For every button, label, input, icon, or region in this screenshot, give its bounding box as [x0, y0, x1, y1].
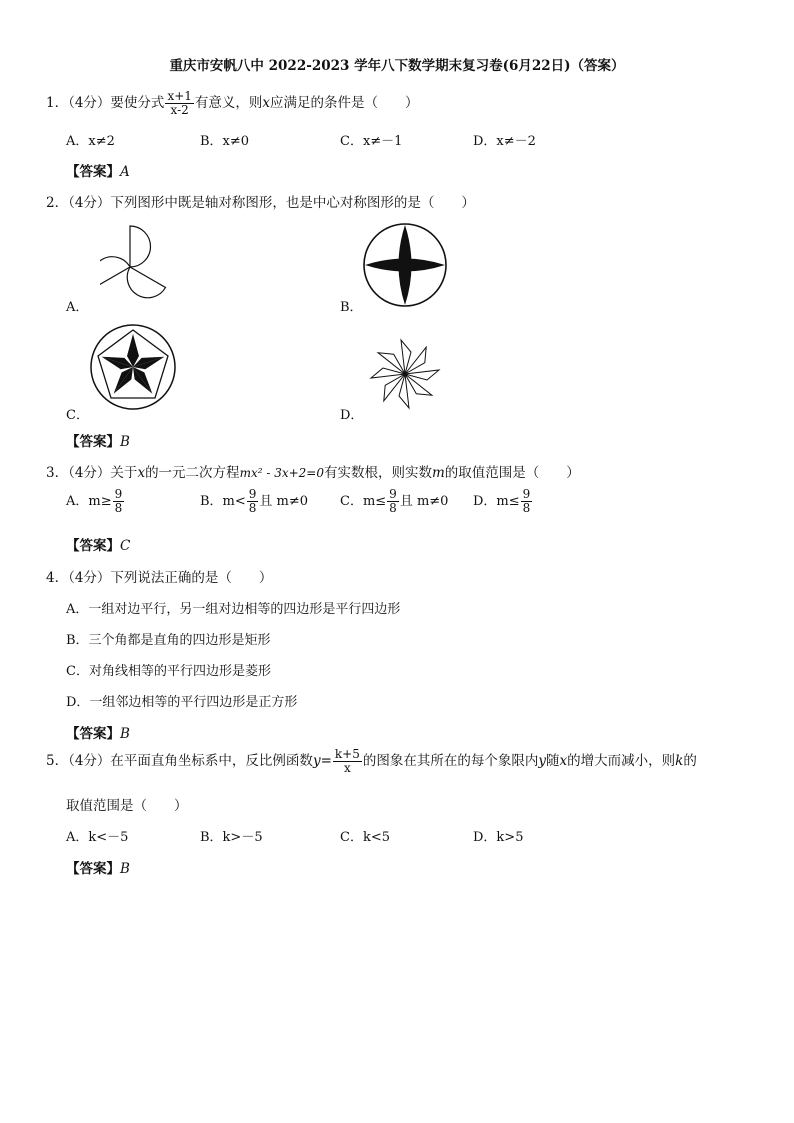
q3-m: m [431, 465, 445, 481]
q5-option-d: D．k>5 [473, 830, 524, 845]
q3-frac-den: 8 [522, 501, 531, 515]
q3-opt-d-text: D．m≤ [473, 494, 520, 509]
answer-label: 【答案】 [66, 434, 120, 450]
q3-opt-d-frac [521, 488, 533, 515]
q3-frac-den: 8 [114, 501, 123, 515]
q3-opt-a-text: A．m≥ [66, 494, 112, 509]
q3-opt-b-frac [247, 488, 259, 515]
q3-frac-num: 9 [248, 487, 257, 501]
answer-label: 【答案】 [66, 861, 120, 877]
question-4-stem: 4．（4分）下列说法正确的是（ ） [46, 570, 273, 586]
q5-stem-b: 的图象在其所在的每个象限内 [362, 753, 539, 769]
q3-option-d [473, 488, 533, 515]
q1-suffix-b: 应满足的条件是（ ） [270, 95, 419, 111]
figure-a-pinwheel [100, 222, 185, 302]
q5-option-b: B．k>－5 [200, 830, 263, 845]
q4-option-c: C．对角线相等的平行四边形是菱形 [66, 664, 271, 679]
q2-answer [66, 430, 130, 450]
q5-stem-c: 随 [546, 753, 560, 769]
q3-frac-den: 8 [248, 501, 257, 515]
question-2-stem: 2．（4分）下列图形中既是轴对称图形，也是中心对称图形的是（ ） [46, 195, 475, 211]
q4-option-d: D．一组邻边相等的平行四边形是正方形 [66, 695, 298, 710]
q1-prefix: 1．（4分）要使分式 [46, 95, 165, 111]
question-5-stem-line2: 取值范围是（ ） [66, 798, 188, 814]
q3-frac-den: 8 [389, 501, 397, 515]
q3-stem-b: 的一元二次方程 [145, 465, 240, 481]
q1-frac-den: x-2 [170, 103, 189, 117]
q5-frac-num: k+5 [334, 747, 360, 761]
q3-opt-c-suffix: 且 m≠0 [399, 494, 449, 509]
q1-option-a: A．x≠2 [66, 134, 115, 149]
q5-stem-d: 的增大而减小，则 [567, 753, 676, 769]
q2-label-b: B． [340, 300, 363, 315]
q5-option-a: A．k<－5 [66, 830, 129, 845]
q3-option-a [66, 488, 125, 515]
q2-label-c: C． [66, 408, 89, 423]
q3-equation: mx² - 3x+2=0 [239, 466, 324, 480]
question-3-stem [46, 461, 580, 481]
q1-suffix-a: 有意义，则 [194, 95, 263, 111]
q1-var: x [262, 95, 271, 111]
q4-answer [66, 722, 130, 742]
figure-c-star-in-pentagon [88, 322, 178, 412]
q5-answer-value: B [120, 861, 130, 877]
q3-frac-num: 9 [522, 487, 531, 501]
q5-answer [66, 857, 130, 877]
answer-label: 【答案】 [66, 726, 120, 742]
q3-opt-b-text: B．m< [200, 494, 246, 509]
q1-option-c: C．x≠－1 [340, 134, 403, 149]
q3-answer-value: C [120, 538, 131, 554]
q4-option-b: B．三个角都是直角的四边形是矩形 [66, 633, 271, 648]
q1-option-b: B．x≠0 [200, 134, 250, 149]
q1-fraction [165, 90, 193, 117]
q3-option-b [200, 488, 308, 515]
q5-frac-den: x [343, 761, 351, 775]
page-title: 重庆市安帆八中 2022-2023 学年八下数学期末复习卷(6月22日)（答案） [169, 58, 625, 74]
q3-option-c [340, 488, 448, 515]
q2-label-d: D． [340, 408, 364, 423]
question-1-stem [46, 90, 419, 117]
q5-y: y [538, 753, 546, 769]
q2-label-a: A． [66, 300, 89, 315]
q5-k: k [675, 753, 684, 769]
q3-frac-num: 9 [114, 487, 123, 501]
q3-frac-num: 9 [389, 487, 397, 501]
q3-stem-c: 有实数根，则实数 [323, 465, 432, 481]
q3-stem-d: 的取值范围是（ ） [444, 465, 580, 481]
figure-d-pinwheel-kites [362, 336, 448, 412]
q1-answer-value: A [120, 164, 130, 180]
question-5-stem [46, 748, 697, 775]
q5-stem-e: 的 [683, 753, 697, 769]
q1-answer [66, 160, 130, 180]
q3-opt-b-suffix: 且 m≠0 [259, 494, 309, 509]
q3-x: x [137, 465, 146, 481]
q3-opt-c-frac [387, 488, 399, 515]
answer-label: 【答案】 [66, 164, 120, 180]
q4-option-a: A．一组对边平行，另一组对边相等的四边形是平行四边形 [66, 602, 401, 617]
q3-stem-a: 3．（4分）关于 [46, 465, 138, 481]
q5-option-c: C．k<5 [340, 830, 390, 845]
answer-label: 【答案】 [66, 538, 120, 554]
q4-answer-value: B [120, 726, 130, 742]
q1-frac-num: x+1 [167, 89, 192, 103]
q2-answer-value: B [120, 434, 130, 450]
q3-answer [66, 534, 130, 554]
figure-b-circle-cross [360, 220, 450, 310]
q5-fraction [333, 748, 362, 775]
q3-opt-a-frac [113, 488, 125, 515]
q5-x: x [559, 753, 568, 769]
q1-option-d: D．x≠－2 [473, 134, 536, 149]
q5-stem-a: 5．（4分）在平面直角坐标系中，反比例函数 [46, 753, 313, 769]
q5-y-eq: y= [312, 753, 332, 769]
q3-opt-c-text: C．m≤ [340, 494, 387, 509]
